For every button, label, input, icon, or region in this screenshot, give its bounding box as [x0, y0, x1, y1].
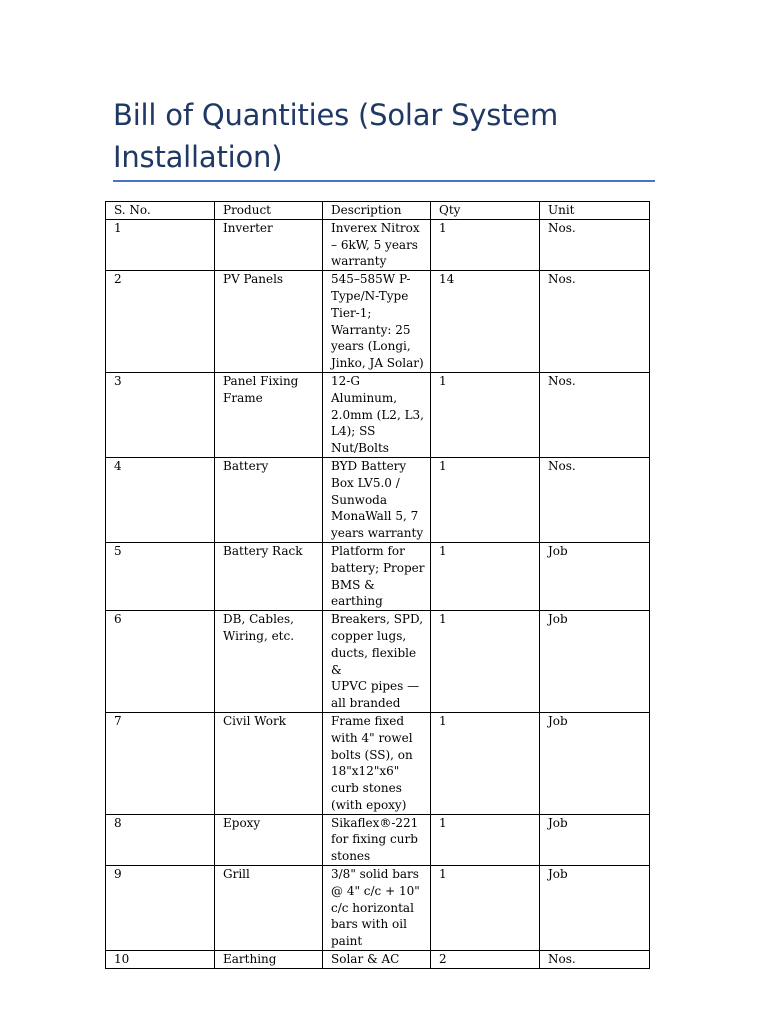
cell-product: Civil Work [215, 712, 323, 814]
header-qty: Qty [431, 202, 540, 220]
cell-qty: 1 [431, 814, 540, 865]
cell-unit: Job [540, 814, 650, 865]
cell-qty: 1 [431, 611, 540, 713]
table-row [106, 712, 650, 814]
table-row [106, 814, 650, 865]
header-product: Product [215, 202, 323, 220]
document-title: Bill of Quantities (Solar System Installation) [113, 98, 559, 174]
cell-description: BYD Battery Box LV5.0 / Sunwoda MonaWall 5, 7 years warranty [323, 457, 431, 542]
cell-qty: 1 [431, 866, 540, 951]
cell-description: Sikaflex®-221 for fixing curb stones [323, 814, 431, 865]
cell-qty: 1 [431, 457, 540, 542]
cell-sno: 9 [106, 866, 215, 951]
cell-unit: Job [540, 712, 650, 814]
cell-qty: 14 [431, 271, 540, 373]
cell-unit: Nos. [540, 271, 650, 373]
cell-product: Epoxy [215, 814, 323, 865]
cell-product: Inverter [215, 219, 323, 270]
cell-description: Inverex Nitrox – 6kW, 5 years warranty [323, 219, 431, 270]
cell-description: Solar & AC [323, 951, 431, 969]
cell-unit: Job [540, 611, 650, 713]
cell-description: 12-G Aluminum, 2.0mm (L2, L3, L4); SS Nut/Bolts [323, 372, 431, 457]
table-row [106, 866, 650, 951]
cell-product: Battery Rack [215, 542, 323, 610]
cell-description: 3/8" solid bars @ 4" c/c + 10" c/c horizontal bars with oil paint [323, 866, 431, 951]
cell-description: 545–585W P- Type/N-Type Tier-1; Warranty: 25 years (Longi, Jinko, JA Solar) [323, 271, 431, 373]
header-description: Description [323, 202, 431, 220]
table-row [106, 372, 650, 457]
cell-product: Battery [215, 457, 323, 542]
cell-sno: 1 [106, 219, 215, 270]
cell-unit: Job [540, 542, 650, 610]
cell-sno: 4 [106, 457, 215, 542]
cell-unit: Job [540, 866, 650, 951]
table-row [106, 542, 650, 610]
cell-product: Panel Fixing Frame [215, 372, 323, 457]
cell-unit: Nos. [540, 951, 650, 969]
cell-qty: 1 [431, 219, 540, 270]
cell-product: Earthing [215, 951, 323, 969]
cell-sno: 5 [106, 542, 215, 610]
cell-qty: 1 [431, 542, 540, 610]
table-row [106, 951, 650, 969]
cell-product: DB, Cables, Wiring, etc. [215, 611, 323, 713]
cell-sno: 6 [106, 611, 215, 713]
cell-unit: Nos. [540, 219, 650, 270]
header-unit: Unit [540, 202, 650, 220]
table-row [106, 219, 650, 270]
cell-sno: 8 [106, 814, 215, 865]
cell-sno: 3 [106, 372, 215, 457]
cell-description: Platform for battery; Proper BMS & earthing [323, 542, 431, 610]
cell-qty: 2 [431, 951, 540, 969]
cell-sno: 2 [106, 271, 215, 373]
table-row [106, 611, 650, 713]
cell-product: Grill [215, 866, 323, 951]
header-sno: S. No. [106, 202, 215, 220]
cell-product: PV Panels [215, 271, 323, 373]
cell-description: Frame fixed with 4" rowel bolts (SS), on 18"x12"x6" curb stones (with epoxy) [323, 712, 431, 814]
cell-description: Breakers, SPD, copper lugs, ducts, flexible & UPVC pipes — all branded [323, 611, 431, 713]
cell-unit: Nos. [540, 372, 650, 457]
cell-sno: 10 [106, 951, 215, 969]
title-underline [113, 180, 655, 182]
cell-qty: 1 [431, 372, 540, 457]
table-header-row [106, 202, 650, 220]
bill-of-quantities-table [105, 201, 650, 969]
table-row [106, 271, 650, 373]
cell-qty: 1 [431, 712, 540, 814]
cell-unit: Nos. [540, 457, 650, 542]
table-row [106, 457, 650, 542]
cell-sno: 7 [106, 712, 215, 814]
